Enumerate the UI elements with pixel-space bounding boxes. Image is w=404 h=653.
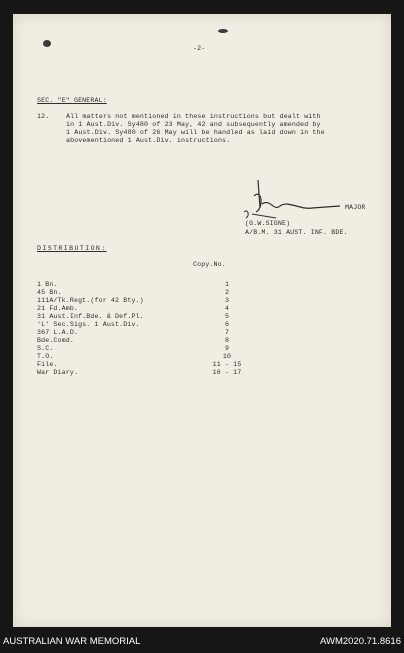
distribution-recipient: 1 Bn. bbox=[37, 281, 58, 288]
footer-accession-number: AWM2020.71.8616 bbox=[320, 636, 401, 647]
ink-smudge bbox=[43, 40, 51, 47]
distribution-recipient: 'L' Sec.Sigs. 1 Aust.Div. bbox=[37, 321, 140, 328]
distribution-row bbox=[37, 361, 247, 369]
distribution-copy-number: 3 bbox=[224, 297, 230, 304]
page-number: -2- bbox=[193, 45, 206, 52]
distribution-row bbox=[37, 353, 247, 361]
signature-rank: MAJOR bbox=[345, 204, 366, 211]
distribution-copy-number: 1 bbox=[224, 281, 230, 288]
distribution-recipient: T.O. bbox=[37, 353, 54, 360]
distribution-row bbox=[37, 321, 247, 329]
distribution-copy-number: 11 - 15 bbox=[212, 361, 242, 368]
paragraph-line: 1 Aust.Div. Sy480 of 26 May will be handled as laid down in the bbox=[66, 129, 325, 136]
distribution-row bbox=[37, 289, 247, 297]
footer-institution: AUSTRALIAN WAR MEMORIAL bbox=[3, 636, 141, 647]
distribution-recipient: 21 Fd.Amb. bbox=[37, 305, 79, 312]
paragraph-number: 12. bbox=[37, 113, 50, 120]
distribution-row bbox=[37, 345, 247, 353]
section-heading: SEC. "E" GENERAL: bbox=[37, 97, 107, 104]
copy-number-header: Copy.No. bbox=[193, 261, 226, 268]
paragraph-line: All matters not mentioned in these instructions but dealt with bbox=[66, 113, 321, 120]
distribution-recipient: 31 Aust.Inf.Bde. & Def.Pl. bbox=[37, 313, 144, 320]
distribution-copy-number: 16 - 17 bbox=[212, 369, 242, 376]
distribution-row bbox=[37, 281, 247, 289]
distribution-row bbox=[37, 305, 247, 313]
distribution-recipient: 111A/Tk.Regt.(for 42 Bty.) bbox=[37, 297, 144, 304]
distribution-heading: DISTRIBUTION: bbox=[37, 245, 107, 252]
distribution-row bbox=[37, 337, 247, 345]
distribution-copy-number: 7 bbox=[224, 329, 230, 336]
distribution-recipient: S.C. bbox=[37, 345, 54, 352]
footer-bar bbox=[0, 631, 404, 653]
distribution-recipient: 367 L.A.D. bbox=[37, 329, 79, 336]
distribution-copy-number: 2 bbox=[224, 289, 230, 296]
distribution-row bbox=[37, 329, 247, 337]
distribution-row bbox=[37, 297, 247, 305]
distribution-row bbox=[37, 369, 247, 377]
distribution-recipient: File. bbox=[37, 361, 58, 368]
ink-smudge bbox=[218, 29, 228, 33]
distribution-copy-number: 8 bbox=[224, 337, 230, 344]
distribution-copy-number: 5 bbox=[224, 313, 230, 320]
paragraph-line: in 1 Aust.Div. Sy480 of 23 May, 42 and subsequently amended by bbox=[66, 121, 321, 128]
signature-name: (G.W.SIGNE) bbox=[245, 220, 291, 227]
distribution-copy-number: 9 bbox=[224, 345, 230, 352]
distribution-copy-number: 4 bbox=[224, 305, 230, 312]
distribution-recipient: Bde.Comd. bbox=[37, 337, 74, 344]
distribution-recipient: 45 Bn. bbox=[37, 289, 62, 296]
distribution-copy-number: 10 bbox=[222, 353, 232, 360]
distribution-recipient: War Diary. bbox=[37, 369, 79, 376]
distribution-row bbox=[37, 313, 247, 321]
distribution-copy-number: 6 bbox=[224, 321, 230, 328]
paragraph-line: abovementioned 1 Aust.Div. instructions. bbox=[66, 137, 231, 144]
signature-title: A/B.M. 31 AUST. INF. BDE. bbox=[245, 229, 348, 236]
